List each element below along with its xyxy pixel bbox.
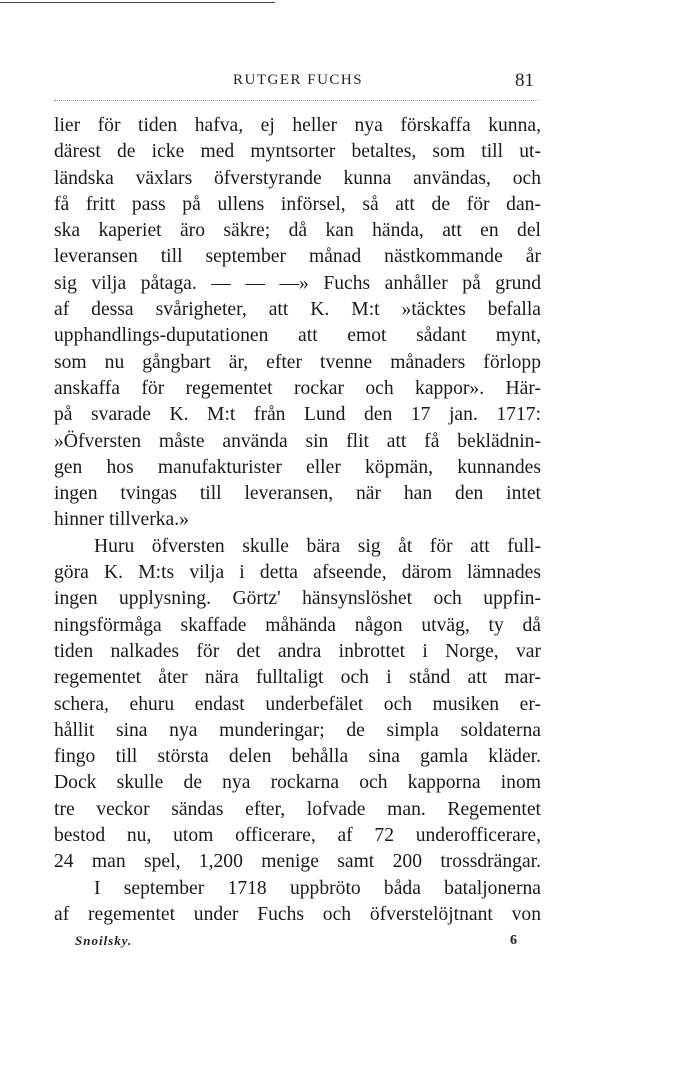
text-line: lier för tiden hafva, ej heller nya förskaffa kunna, bbox=[54, 115, 541, 136]
text-line: hållit sina nya munderingar; de simpla soldaterna bbox=[54, 719, 541, 741]
text-line: I september 1718 uppbröto båda bataljonerna bbox=[94, 877, 541, 899]
text-line: Huru öfversten skulle bära sig åt för att full- bbox=[94, 535, 541, 557]
text-line: fingo till största delen behålla sina gamla kläder. bbox=[54, 746, 541, 768]
header-rule bbox=[54, 100, 538, 101]
text-line: upphandlings-duputationen att emot sådant mynt, bbox=[54, 325, 541, 347]
signature-mark: Snoilsky. bbox=[75, 933, 133, 948]
text-line: af dessa svårigheter, att K. M:t »täcktes befalla bbox=[54, 299, 541, 321]
running-header bbox=[0, 72, 680, 96]
text-line: ska kaperiet äro säkre; då kan hända, att en del bbox=[54, 220, 541, 242]
text-line: schera, ehuru endast underbefälet och musiken er- bbox=[54, 693, 541, 715]
text-line: 24 man spel, 1,200 menige samt 200 trossdrängar. bbox=[54, 851, 541, 873]
body-text bbox=[54, 113, 541, 928]
page-number: 81 bbox=[515, 70, 534, 91]
text-line: Dock skulle de nya rockarna och kapporna inom bbox=[54, 772, 541, 794]
text-line: anskaffa för regementet rockar och kappor». Här- bbox=[54, 377, 541, 399]
text-line: ingen upplysning. Görtz' hänsynslöshet och uppfin- bbox=[54, 588, 541, 610]
text-line: ningsförmåga skaffade måhända någon utväg, ty då bbox=[54, 614, 541, 636]
text-line: bestod nu, utom officerare, af 72 underofficerare, bbox=[54, 825, 541, 847]
text-line: ingen tvingas till leveransen, när han den intet bbox=[54, 483, 541, 505]
text-line: ländska växlars öfverstyrande kunna användas, och bbox=[54, 167, 541, 189]
text-line: »Öfversten måste använda sin flit att få beklädnin- bbox=[54, 430, 541, 452]
text-line: hinner tillverka.» bbox=[54, 509, 189, 531]
sheet-number: 6 bbox=[510, 933, 517, 948]
page-footer bbox=[0, 933, 680, 957]
text-line: få fritt pass på ullens införsel, så att de för dan- bbox=[54, 193, 541, 215]
text-line: regementet åter nära fulltaligt och i stånd att mar- bbox=[54, 667, 541, 689]
text-line: af regementet under Fuchs och öfverstelöjtnant von bbox=[54, 903, 541, 925]
text-line: göra K. M:ts vilja i detta afseende, därom lämnades bbox=[54, 562, 541, 584]
text-line: som nu gångbart är, efter tvenne månaders förlopp bbox=[54, 351, 541, 373]
text-line: sig vilja påtaga. — — —» Fuchs anhåller på grund bbox=[54, 272, 541, 294]
text-line: därest de icke med myntsorter betaltes, som till ut- bbox=[54, 141, 541, 163]
scan-edge-rule bbox=[0, 2, 275, 3]
running-title: RUTGER FUCHS bbox=[233, 72, 364, 88]
text-line: tiden nalkades för det andra inbrottet i Norge, var bbox=[54, 640, 541, 662]
text-line: gen hos manufakturister eller köpmän, kunnandes bbox=[54, 456, 541, 478]
text-line: på svarade K. M:t från Lund den 17 jan. 1717: bbox=[54, 404, 541, 426]
text-line: tre veckor sändas efter, lofvade man. Regementet bbox=[54, 798, 541, 820]
text-line: leveransen till september månad nästkommande år bbox=[54, 246, 541, 268]
